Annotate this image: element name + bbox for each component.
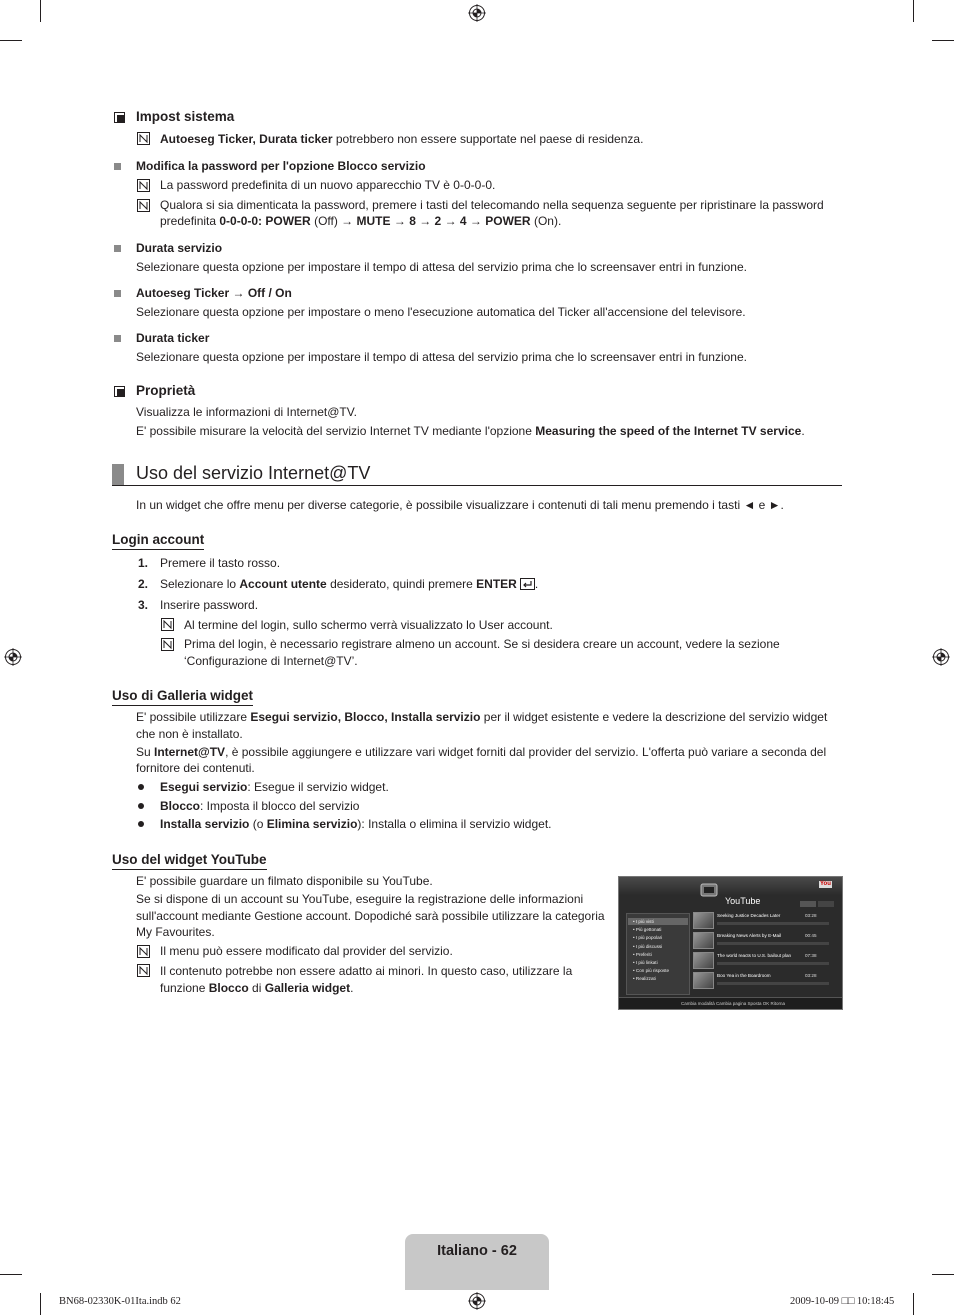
item-title-modifica-password: Modifica la password per l'opzione Blocco servizio: [136, 159, 426, 173]
checkbox-bullet-icon: [114, 112, 125, 123]
crop-mark: [932, 40, 954, 41]
yt-tab: [818, 901, 834, 907]
registration-mark-icon: [468, 4, 486, 22]
note-text: Il menu può essere modificato dal provider del servizio.: [160, 944, 453, 958]
note-text: La password predefinita di un nuovo apparecchio TV è 0-0-0-0.: [160, 178, 496, 192]
yt-video-meta-bar: [717, 942, 829, 945]
square-bullet-icon: [114, 290, 121, 297]
yt-menu-item: • Con più risposte: [633, 968, 670, 974]
item-title-durata-ticker: Durata ticker: [136, 331, 210, 345]
note-text: Autoeseg Ticker, Durata ticker potrebbero non essere supportate nel paese di residenza.: [160, 132, 644, 146]
yt-menu: [626, 913, 690, 995]
intro-text: In un widget che offre menu per diverse categorie, è possibile visualizzare i contenuti di tali menu premendo i tasti ◄ e ►.: [136, 498, 784, 512]
page-number: Italiano - 62: [437, 1243, 517, 1259]
yt-video-meta-bar: [717, 982, 829, 985]
paragraph-text: sull'account mediante Gestione account. Dopodiché sarà possibile utilizzare la categoria: [136, 909, 605, 923]
square-bullet-icon: [114, 335, 121, 342]
note-text: funzione Blocco di Galleria widget.: [160, 981, 354, 995]
square-bullet-icon: [114, 245, 121, 252]
heading-rule: [112, 485, 842, 486]
paragraph-text: Su Internet@TV, è possibile aggiungere e utilizzare vari widget forniti dal provider del servizio. L'offerta può variare a seconda del: [136, 745, 827, 759]
enter-icon: [520, 578, 535, 590]
section-title-impost-sistema: Impost sistema: [136, 109, 235, 124]
file-info: BN68-02330K-01Ita.indb 62: [59, 1296, 181, 1307]
yt-footer-bar: [619, 997, 842, 1009]
yt-video-title: Seeking Justice Decades Later: [717, 913, 781, 918]
note-icon: [137, 945, 150, 958]
crop-mark: [913, 0, 914, 22]
yt-video-list: [693, 911, 837, 997]
step-number: 2.: [138, 577, 149, 591]
bullet-dot: [138, 821, 144, 827]
step-number: 3.: [138, 598, 149, 612]
paragraph-text: My Favourites.: [136, 925, 215, 939]
bullet-dot: [138, 784, 144, 790]
tv-widget-icon: [699, 879, 721, 901]
note-icon: [161, 638, 174, 651]
yt-video-duration: 03:28: [805, 973, 817, 978]
registration-mark-icon: [4, 648, 22, 666]
yt-menu-item: • I più visti: [633, 919, 654, 924]
bullet-text: Blocco: Imposta il blocco del servizio: [160, 799, 360, 813]
yt-header-bar: [619, 877, 842, 895]
paragraph-text: E' possibile utilizzare Esegui servizio, Blocco, Installa servizio per il widget esistente e vedere la descrizione del servizio widget: [136, 710, 828, 724]
item-title-autoeseg-ticker: Autoeseg Ticker → Off / On: [136, 286, 292, 300]
note-icon: [137, 179, 150, 192]
heading-marker: [112, 464, 124, 485]
yt-footer-text: Cambia modalità Cambia pagina Sposta OK Ritorna: [681, 1001, 786, 1006]
yt-video-title: Boo Yea in the Boardroom: [717, 973, 771, 978]
yt-title: YouTube: [725, 896, 761, 906]
paragraph-text: che non è installato.: [136, 727, 243, 741]
crop-mark: [40, 1293, 41, 1315]
square-bullet-icon: [114, 163, 121, 170]
yt-video-duration: 00:45: [805, 933, 817, 938]
step-text: Premere il tasto rosso.: [160, 556, 281, 570]
yt-menu-item: • Realizzati: [633, 976, 656, 982]
page-heading: Uso del servizio Internet@TV: [136, 463, 371, 483]
registration-mark-icon: [468, 1292, 486, 1310]
item-text: Selezionare questa opzione per impostare o meno l'esecuzione automatica del Ticker all'accensione del televisore.: [136, 305, 746, 319]
youtube-screenshot: [618, 876, 843, 1010]
note-icon: [137, 964, 150, 977]
item-title-durata-servizio: Durata servizio: [136, 241, 223, 255]
yt-menu-item: • I più linkati: [633, 960, 658, 965]
crop-mark: [0, 1274, 22, 1275]
note-text: Qualora si sia dimenticata la password, premere i tasti del telecomando nella sequenza seguente per ripristinare la password: [160, 198, 824, 212]
yt-video-thumbnail: [693, 952, 714, 969]
paragraph-text: fornitore dei contenuti.: [136, 761, 255, 775]
crop-mark: [932, 1274, 954, 1275]
item-text: Selezionare questa opzione per impostare il tempo di attesa del servizio prima che lo screensaver entri in funzione.: [136, 350, 747, 364]
note-text: ‘Configurazione di Internet@TV’.: [184, 654, 358, 668]
yt-video-meta-bar: [717, 962, 829, 965]
checkbox-bullet-icon: [114, 386, 125, 397]
note-icon: [137, 132, 150, 145]
note-text: Il contenuto potrebbe non essere adatto ai minori. In questo caso, utilizzare la: [160, 964, 573, 978]
yt-video-duration: 07:38: [805, 953, 817, 958]
bullet-text: Installa servizio (o Elimina servizio): Installa o elimina il servizio widget.: [160, 817, 552, 831]
item-text: Selezionare questa opzione per impostare il tempo di attesa del servizio prima che lo screensaver entri in funzione.: [136, 260, 747, 274]
note-text: Al termine del login, sullo schermo verrà visualizzato lo User account.: [184, 618, 553, 632]
yt-video-meta-bar: [717, 922, 829, 925]
yt-video-title: Breaking News Alerts by E-Mail: [717, 933, 782, 938]
step-text: Inserire password.: [160, 598, 259, 612]
yt-video-thumbnail: [693, 972, 714, 989]
step-number: 1.: [138, 556, 149, 570]
yt-video-title: The world reacts to U.S. bailout plan: [717, 953, 792, 958]
bullet-text: Esegui servizio: Esegue il servizio widget.: [160, 780, 389, 794]
yt-video-duration: 03:28: [805, 913, 817, 918]
note-text: Prima del login, è necessario registrare almeno un account. Se si desidera creare un account, vedere la sezione: [184, 637, 780, 651]
youtube-logo-icon: You: [820, 881, 831, 887]
yt-tab: [800, 901, 816, 907]
item-text: E' possibile misurare la velocità del servizio Internet TV mediante l'opzione Measuring the speed of the Internet TV service.: [136, 424, 805, 438]
yt-video-thumbnail: [693, 912, 714, 929]
subsection-title-login-account: Login account: [112, 532, 204, 550]
subsection-title-widget-youtube: Uso del widget YouTube: [112, 852, 267, 870]
step-text: Selezionare lo Account utente desiderato, quindi premere ENTER .: [160, 577, 539, 591]
paragraph-text: Se si dispone di un account su YouTube, eseguire la registrazione delle informazioni: [136, 892, 584, 906]
subsection-title-galleria-widget: Uso di Galleria widget: [112, 688, 253, 706]
bullet-dot: [138, 803, 144, 809]
yt-video-thumbnail: [693, 932, 714, 949]
yt-menu-item: • Preferiti: [633, 951, 652, 957]
section-title-proprieta: Proprietà: [136, 383, 196, 398]
paragraph-text: E' possibile guardare un filmato disponibile su YouTube.: [136, 874, 433, 888]
registration-mark-icon: [932, 648, 950, 666]
yt-menu-item: • I più discussi: [633, 943, 663, 949]
item-text: Visualizza le informazioni di Internet@TV.: [136, 405, 357, 419]
yt-menu-item: • I più popolari: [633, 935, 663, 941]
note-icon: [161, 618, 174, 631]
crop-mark: [913, 1293, 914, 1315]
yt-menu-item: • Più gettonati: [633, 927, 662, 933]
crop-mark: [0, 40, 22, 41]
note-icon: [137, 199, 150, 212]
date-info: 2009-10-09 □□ 10:18:45: [790, 1296, 895, 1307]
note-text: predefinita 0-0-0-0: POWER (Off) → MUTE → 8 → 2 → 4 → POWER (On).: [160, 214, 562, 228]
crop-mark: [40, 0, 41, 22]
